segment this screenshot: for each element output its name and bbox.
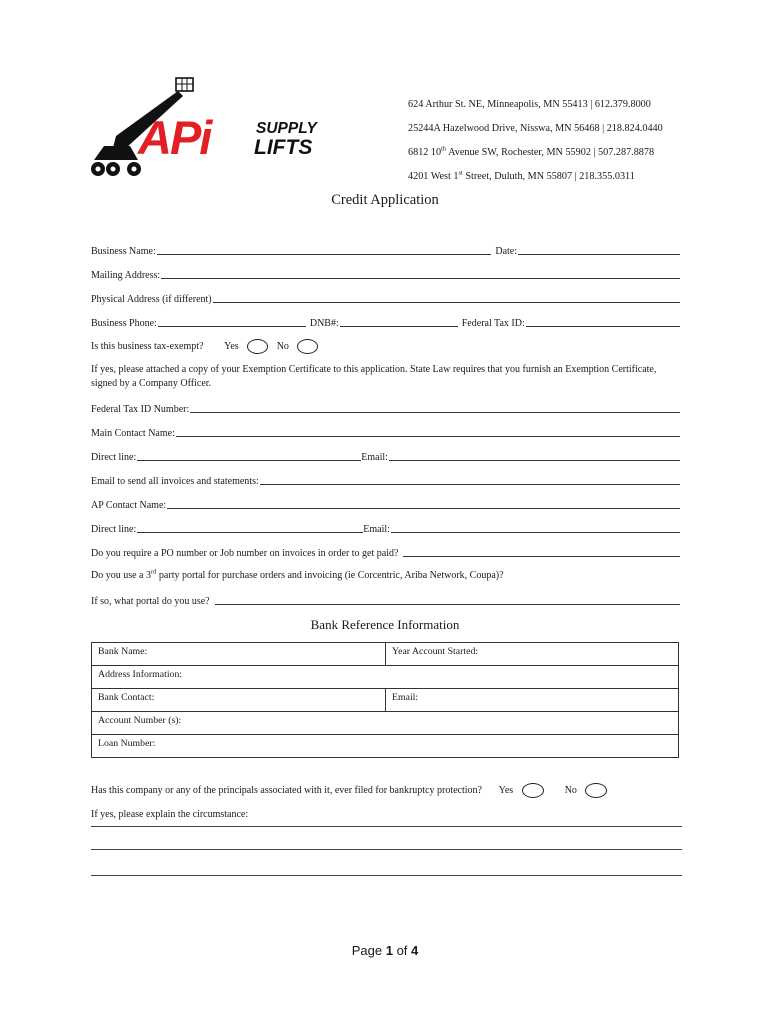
ap-direct-line-field[interactable]	[137, 522, 363, 533]
federal-tax-id-number-field[interactable]	[190, 402, 680, 413]
ap-contact-row	[91, 497, 680, 511]
mailing-address-row	[91, 267, 680, 281]
ap-contact-label: AP Contact Name:	[91, 500, 167, 511]
federal-tax-id-number-row	[91, 401, 680, 415]
po-number-question: Do you require a PO number or Job number on invoices in order to get paid?	[91, 548, 399, 559]
ap-contact-field[interactable]	[167, 498, 680, 509]
address-info-cell[interactable]	[92, 666, 679, 689]
bank-name-label: Bank Name:	[98, 646, 148, 657]
dnb-field[interactable]	[340, 316, 458, 327]
physical-address-field[interactable]	[213, 292, 680, 303]
address-line: 6812 10th Avenue SW, Rochester, MN 55902 | 507.287.8878	[408, 145, 655, 158]
ap-email-label: Email:	[363, 524, 390, 535]
exemption-note: If yes, please attached a copy of your Exemption Certificate to this application. State Law requires that you furnish an Exemption Certificate, signed by a Company Officer.	[91, 364, 657, 389]
bank-section-title: Bank Reference Information	[310, 617, 460, 632]
account-number-label: Account Number (s):	[98, 715, 182, 726]
bank-contact-cell[interactable]	[92, 689, 386, 712]
portal-name-label: If so, what portal do you use?	[91, 596, 210, 607]
main-contact-label: Main Contact Name:	[91, 428, 175, 439]
bankruptcy-no-label: No	[564, 784, 577, 796]
logo-api-text: APi	[138, 111, 211, 164]
federal-tax-id-field[interactable]	[526, 316, 680, 327]
business-phone-label: Business Phone:	[91, 318, 157, 329]
mailing-address-label: Mailing Address:	[91, 270, 161, 281]
dnb-label: DNB#:	[309, 318, 339, 329]
po-number-field[interactable]	[403, 546, 680, 557]
page-number: Page 1 of 4	[351, 943, 419, 958]
bankruptcy-explain-label: If yes, please explain the circumstance:	[91, 809, 249, 820]
po-number-row	[91, 545, 680, 559]
portal-question: Do you use a 3rd party portal for purchase orders and invoicing (ie Corcentric, Ariba Network, Coupa)?	[91, 568, 504, 581]
tax-exempt-yes-label: Yes	[224, 340, 239, 352]
bank-reference-table	[91, 642, 679, 758]
address-info-label: Address Information:	[98, 669, 183, 680]
tax-exempt-no-radio[interactable]	[297, 339, 318, 354]
bank-email-cell[interactable]	[386, 689, 679, 712]
email-invoices-label: Email to send all invoices and statements:	[91, 476, 259, 487]
bankruptcy-question: Has this company or any of the principals associated with it, ever filed for bankruptcy protection?	[91, 784, 482, 796]
address-line: 4201 West 1st Street, Duluth, MN 55807 | 218.355.0311	[408, 169, 635, 182]
address-line: 25244A Hazelwood Drive, Nisswa, MN 56468 | 218.824.0440	[408, 123, 663, 134]
email-field[interactable]	[389, 450, 680, 461]
account-number-cell[interactable]	[92, 712, 679, 735]
api-supply-lifts-logo	[86, 74, 361, 184]
date-label: Date:	[495, 246, 517, 257]
tax-exempt-yes-radio[interactable]	[247, 339, 268, 354]
direct-line-row	[91, 449, 680, 463]
bankruptcy-yes-radio[interactable]	[522, 783, 544, 798]
physical-address-label: Physical Address (if different)	[91, 294, 212, 305]
business-name-label: Business Name:	[91, 246, 156, 257]
mailing-address-field[interactable]	[161, 268, 680, 279]
federal-tax-id-label: Federal Tax ID:	[461, 318, 525, 329]
loan-number-cell[interactable]	[92, 735, 679, 758]
business-phone-field[interactable]	[158, 316, 306, 327]
email-invoices-row	[91, 473, 680, 487]
email-label: Email:	[361, 452, 388, 463]
main-contact-row	[91, 425, 680, 439]
bankruptcy-no-radio[interactable]	[585, 783, 607, 798]
page-title: Credit Application	[331, 192, 439, 208]
ap-direct-line-row	[91, 521, 680, 535]
email-invoices-field[interactable]	[260, 474, 680, 485]
bankruptcy-row	[91, 783, 680, 798]
logo-supply-text: SUPPLY	[256, 120, 317, 137]
ap-direct-line-label: Direct line:	[91, 524, 137, 535]
address-block	[408, 93, 738, 189]
direct-line-field[interactable]	[137, 450, 361, 461]
business-phone-row	[91, 315, 680, 329]
tax-exempt-no-label: No	[276, 340, 289, 352]
loan-number-label: Loan Number:	[98, 738, 156, 749]
main-contact-field[interactable]	[176, 426, 680, 437]
tax-exempt-row	[91, 339, 680, 354]
federal-tax-id-number-label: Federal Tax ID Number:	[91, 404, 190, 415]
bank-email-label: Email:	[392, 692, 419, 703]
business-name-row	[91, 243, 680, 257]
portal-name-field[interactable]	[215, 594, 680, 605]
tax-exempt-question: Is this business tax-exempt?	[91, 340, 204, 352]
bank-name-cell[interactable]	[92, 643, 386, 666]
business-name-field[interactable]	[157, 244, 492, 255]
bank-contact-label: Bank Contact:	[98, 692, 155, 703]
ap-email-field[interactable]	[391, 522, 680, 533]
explain-line[interactable]	[91, 875, 682, 876]
year-started-label: Year Account Started:	[392, 646, 479, 657]
bankruptcy-yes-label: Yes	[498, 784, 514, 796]
physical-address-row	[91, 291, 680, 305]
explain-line[interactable]	[91, 849, 682, 850]
date-field[interactable]	[518, 244, 680, 255]
address-line: 624 Arthur St. NE, Minneapolis, MN 55413 | 612.379.8000	[408, 99, 651, 110]
direct-line-label: Direct line:	[91, 452, 137, 463]
explain-line[interactable]	[91, 826, 682, 827]
year-started-cell[interactable]	[386, 643, 679, 666]
portal-name-row	[91, 593, 680, 607]
logo-lifts-text: LIFTS	[254, 136, 313, 159]
